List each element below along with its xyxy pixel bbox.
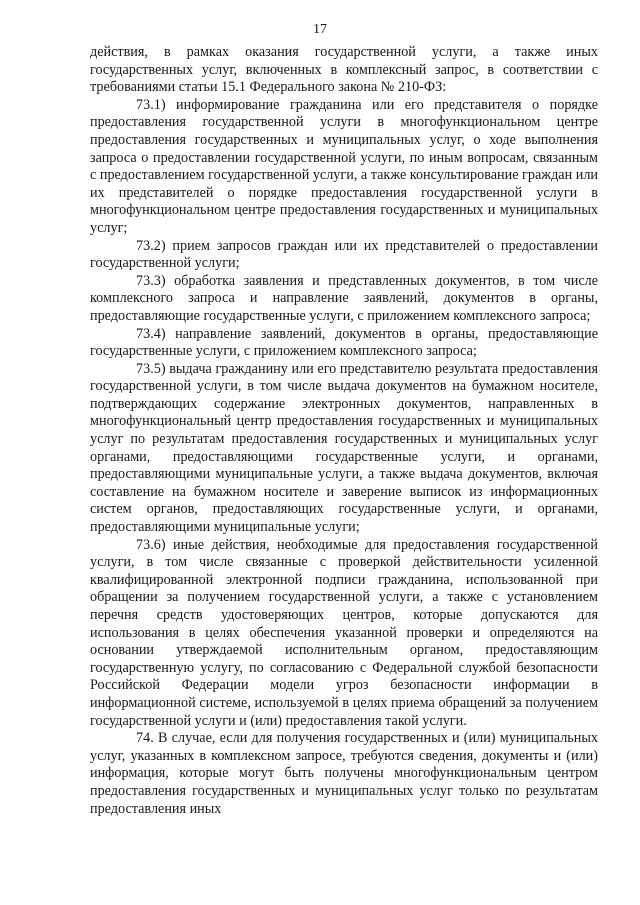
paragraph-73-1: 73.1) информирование гражданина или его представителя о порядке предоставления государственной услуги в многофункциональном центре предоставления государственных и муниципальных услуг, о ходе выполнения запроса о предоставлении государственной услуги, по иным вопросам, связанным с предоставлением государственной услуги, а также консультирование граждан или их представителей о порядке предоставления государственной услуги в многофункциональном центре предоставления государственных и муниципальных услуг; — [90, 96, 598, 236]
paragraph-73-2: 73.2) прием запросов граждан или их представителей о предоставлении государственной услуги; — [90, 237, 598, 272]
paragraph-73-4: 73.4) направление заявлений, документов в органы, предоставляющие государственные услуги, с приложением комплексного запроса; — [90, 325, 598, 360]
document-body — [90, 44, 598, 818]
paragraph-73-5: 73.5) выдача гражданину или его представителю результата предоставления государственной услуги, в том числе выдача документов на бумажном носителе, подтверждающих содержание электронных документов, направленных в многофункциональный центр предоставления государственных и муниципальных услуг по результатам предоставления государственных и муниципальных услуг органами, предоставляющими государственные услуги, и органами, предоставляющими муниципальные услуги, а также выдача документов, включая составление на бумажном носителе и заверение выписок из информационных систем органов, предоставляющих государственные услуги, и органами, предоставляющими муниципальные услуги; — [90, 360, 598, 536]
paragraph-74: 74. В случае, если для получения государственных и (или) муниципальных услуг, указанных в комплексном запросе, требуются сведения, документы и (или) информация, которые могут быть получены многофункциональным центром предоставления государственных и муниципальных услуг только по результатам предоставления иных — [90, 730, 598, 817]
paragraph-continuation: действия, в рамках оказания государственной услуги, а также иных государственных услуг, включенных в комплексный запрос, в соответствии с требованиями статьи 15.1 Федерального закона № 210-ФЗ: — [90, 44, 598, 96]
paragraph-73-3: 73.3) обработка заявления и представленных документов, в том числе комплексного запроса и направление заявлений, документов в органы, предоставляющие государственные услуги, с приложением комплексного запроса; — [90, 272, 598, 324]
paragraph-73-6: 73.6) иные действия, необходимые для предоставления государственной услуги, в том числе связанные с проверкой действительности усиленной квалифицированной электронной подписи гражданина, использованной при обращении за получением государственной услуги, а также с установлением перечня средств удостоверяющих центров, которые допускаются для использования в целях обеспечения указанной проверки и определяются на основании утверждаемой исполнительным органом, предоставляющим государственную услугу, по согласованию с Федеральной службой безопасности Российской Федерации модели угроз безопасности информации в информационной системе, используемой в целях приема обращений за получением государственной услуги и (или) предоставления такой услуги. — [90, 536, 598, 729]
page-number: 17 — [313, 22, 327, 37]
